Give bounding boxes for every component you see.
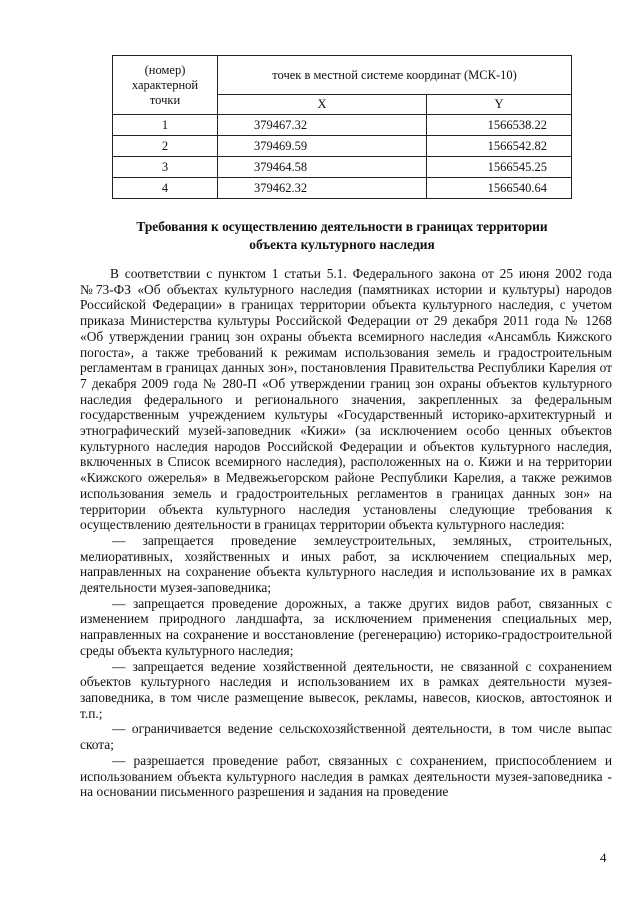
coord-x: 379464.58 <box>218 157 427 178</box>
coord-y: 1566545.25 <box>427 157 572 178</box>
table-header-coordinates: точек в местной системе координат (МСК-10) <box>218 56 572 95</box>
coord-x: 379467.32 <box>218 115 427 136</box>
intro-paragraph: В соответствии с пунктом 1 статьи 5.1. Федерального закона от 25 июня 2002 года №73-ФЗ «Об объектах культурного наследия (памятниках истории и культуры) народов Российской Федерации» в границах территории объекта культурного наследия, с учетом приказа Министерства культуры Российской Федерации от 29 декабря 2011 года № 1268 «Об утверждении границ зон охраны объекта всемирного наследия «Ансамбль Кижского погоста», а также требований к режимам использования земель и градостроительным регламентам в границах данных зон», постановления Правительства Республики Карелия от 7 декабря 2009 года № 280-П «Об утверждении границ зон охраны объектов культурного наследия федерального и регионального значения, закрепленных за федеральным государственным учреждением культуры «Государственный историко-архитектурный и этнографический музей-заповедник «Кижи» (за исключением особо ценных объектов культурного наследия народов Российской Федерации и объектов культурного наследия, включенных в Список всемирного наследия), расположенных на о. Кижи и на территории «Кижского ожерелья» в Медвежьегорском районе Республики Карелия, а также режимов использования земель и градостроительных регламентов в границах данных зон» на территории объекта культурного наследия установлены следующие требования к осуществлению деятельности в границах территории объекта культурного наследия: <box>80 266 612 533</box>
heading-line-1: Требования к осуществлению деятельности в границах территории <box>136 219 548 234</box>
point-number: 3 <box>113 157 218 178</box>
table-header-point: (номер) характерной точки <box>113 56 218 115</box>
coordinates-table <box>112 55 572 199</box>
coord-x: 379462.32 <box>218 178 427 199</box>
table-row <box>113 178 572 199</box>
list-item: — ограничивается ведение сельскохозяйственной деятельности, в том числе выпас скота; <box>80 721 612 753</box>
table-header-y: Y <box>427 95 572 115</box>
point-number: 4 <box>113 178 218 199</box>
point-number: 1 <box>113 115 218 136</box>
coord-x: 379469.59 <box>218 136 427 157</box>
table-row <box>113 157 572 178</box>
coord-y: 1566540.64 <box>427 178 572 199</box>
page-number: 4 <box>600 850 607 865</box>
document-body <box>80 266 612 800</box>
table-row <box>113 115 572 136</box>
list-item: — запрещается проведение землеустроительных, земляных, строительных, мелиоративных, хозяйственных и иных работ, за исключением специальных мер, направленных на сохранение объекта культурного наследия и использование их в рамках деятельности музея-заповедника; <box>80 532 612 596</box>
table-header-x: X <box>218 95 427 115</box>
coord-y: 1566542.82 <box>427 136 572 157</box>
table-row <box>113 136 572 157</box>
list-item: — запрещается проведение дорожных, а также других видов работ, связанных с изменением природного ландшафта, за исключением применения специальных мер, направленных на сохранение и восстановление (регенерацию) историко-градостроительной среды объекта культурного наследия; <box>80 595 612 658</box>
heading-line-2: объекта культурного наследия <box>249 237 435 252</box>
list-item: — разрешается проведение работ, связанных с сохранением, приспособлением и использованием объекта культурного наследия в рамках деятельности музея-заповедника - на основании письменного разрешения и задания на проведение <box>80 752 612 800</box>
coord-y: 1566538.22 <box>427 115 572 136</box>
list-item: — запрещается ведение хозяйственной деятельности, не связанной с сохранением объектов культурного наследия и использованием их в рамках деятельности музея-заповедника, в том числе размещение вывесок, рекламы, навесов, киосков, автостоянок и т.п.; <box>80 658 612 721</box>
section-heading <box>112 218 572 254</box>
point-number: 2 <box>113 136 218 157</box>
